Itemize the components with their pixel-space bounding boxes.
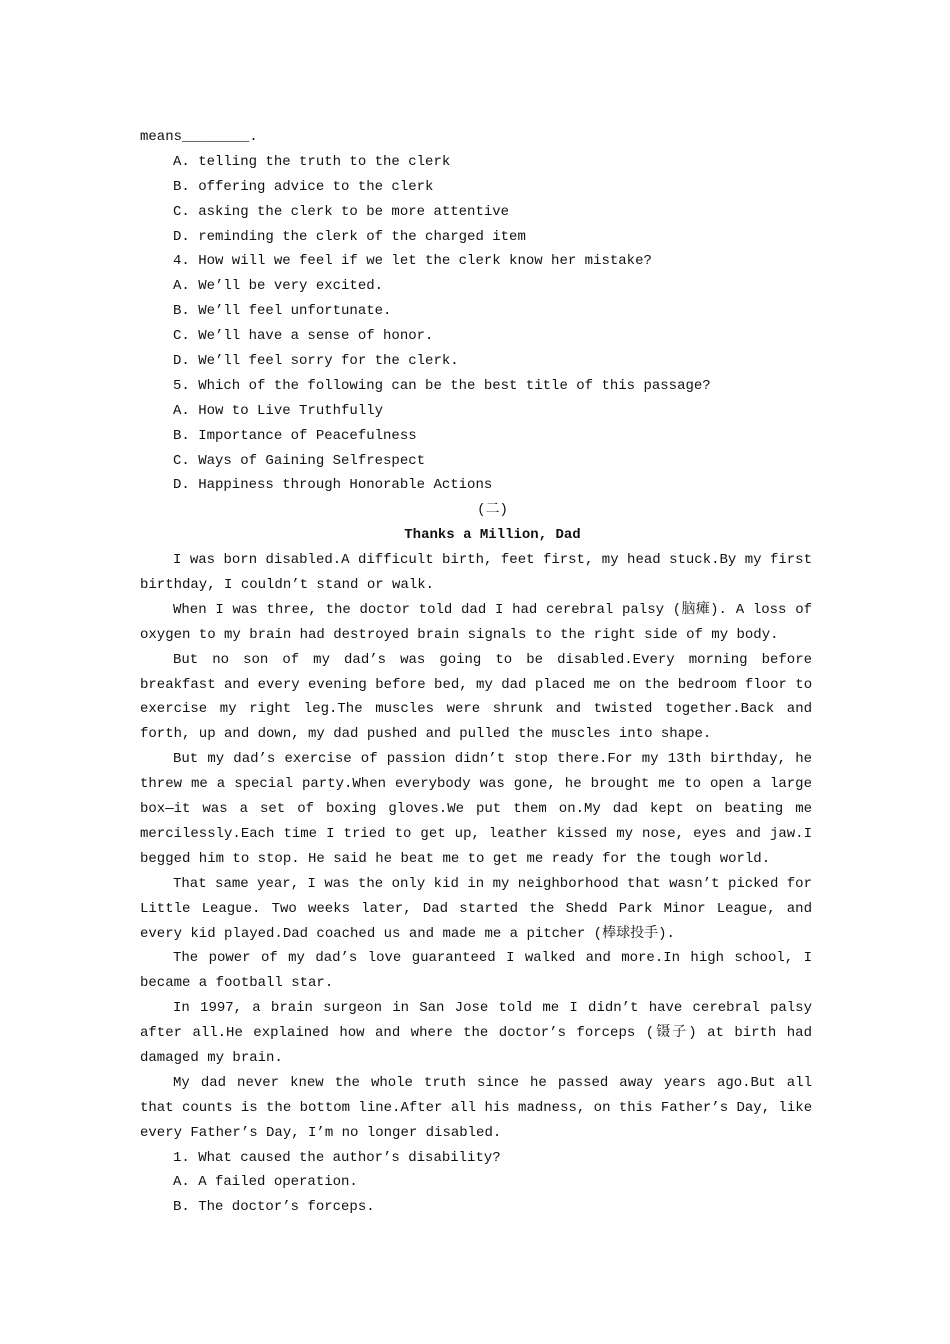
paragraph-line: damaged my brain. [140, 1049, 283, 1066]
option-b: B. offering advice to the clerk [173, 178, 434, 195]
paragraph-line: In 1997, a brain surgeon in San Jose told me I didn’t have cerebral palsy [173, 1000, 812, 1017]
passage-title: Thanks a Million, Dad [404, 527, 581, 544]
option-c: C. We’ll have a sense of honor. [173, 328, 434, 345]
option-c: C. asking the clerk to be more attentive [173, 203, 510, 220]
paragraph-5 [140, 872, 812, 947]
option-b: B. We’ll feel unfortunate. [173, 303, 392, 320]
option-a: A. How to Live Truthfully [173, 402, 384, 419]
paragraph-line: every kid played.Dad coached us and made me a pitcher (棒球投手). [140, 925, 675, 942]
option-a: A. telling the truth to the clerk [173, 153, 451, 170]
paragraph-2 [140, 598, 812, 648]
option-a: A. We’ll be very excited. [173, 278, 384, 295]
paragraph-line: every Father’s Day, I’m no longer disabled. [140, 1124, 502, 1141]
document-page [140, 125, 812, 1220]
option-d: D. Happiness through Honorable Actions [173, 477, 493, 494]
paragraph-6 [140, 946, 812, 996]
paragraph-line: That same year, I was the only kid in my neighborhood that wasn’t picked for [173, 875, 812, 892]
paragraph-3 [140, 648, 812, 748]
section-label: (二) [477, 502, 508, 519]
option-b: B. The doctor’s forceps. [173, 1199, 375, 1216]
question-4: 4. How will we feel if we let the clerk know her mistake? [173, 253, 652, 270]
option-d: D. We’ll feel sorry for the clerk. [173, 353, 459, 370]
paragraph-8 [140, 1071, 812, 1146]
paragraph-line: forth, up and down, my dad pushed and pulled the muscles into shape. [140, 726, 712, 743]
paragraph-line: I was born disabled.A difficult birth, feet first, my head stuck.By my first [173, 552, 812, 569]
question-3-options [140, 150, 812, 250]
paragraph-line: oxygen to my brain had destroyed brain signals to the right side of my body. [140, 626, 779, 643]
paragraph-line: begged him to stop. He said he beat me to get me ready for the tough world. [140, 850, 771, 867]
paragraph-line: after all.He explained how and where the doctor’s forceps (镊子) at birth had [140, 1025, 812, 1042]
paragraph-line: My dad never knew the whole truth since he passed away years ago.But all [173, 1074, 812, 1091]
question-5: 5. Which of the following can be the best title of this passage? [173, 377, 711, 394]
paragraph-line: breakfast and every evening before bed, my dad placed me on the bedroom floor to [140, 676, 813, 693]
paragraph-7 [140, 996, 812, 1071]
paragraph-line: The power of my dad’s love guaranteed I walked and more.In high school, I [173, 950, 812, 967]
paragraph-line: mercilessly.Each time I tried to get up, leather kissed my nose, eyes and jaw.I [140, 825, 812, 842]
option-c: C. Ways of Gaining Selfrespect [173, 452, 426, 469]
paragraph-line: birthday, I couldn’t stand or walk. [140, 577, 435, 594]
paragraph-4 [140, 747, 812, 871]
paragraph-line: Little League. Two weeks later, Dad started the Shedd Park Minor League, and [140, 900, 812, 917]
option-d: D. reminding the clerk of the charged item [173, 228, 526, 245]
question-1-options [140, 1170, 812, 1220]
paragraph-line: But no son of my dad’s was going to be disabled.Every morning before [173, 651, 812, 668]
paragraph-line: became a football star. [140, 975, 334, 992]
paragraph-line: that counts is the bottom line.After all his madness, on this Father’s Day, like [140, 1099, 813, 1116]
paragraph-line: But my dad’s exercise of passion didn’t stop there.For my 13th birthday, he [173, 751, 812, 768]
question-4-options [140, 274, 812, 374]
paragraph-line: threw me a special party.When everybody was gone, he brought me to open a large [140, 776, 812, 793]
paragraph-line: When I was three, the doctor told dad I had cerebral palsy (脑瘫). A loss of [173, 601, 812, 618]
option-a: A. A failed operation. [173, 1174, 358, 1191]
paragraph-line: exercise my right leg.The muscles were shrunk and twisted together.Back and [140, 701, 812, 718]
paragraph-1 [140, 548, 812, 598]
option-b: B. Importance of Peacefulness [173, 427, 417, 444]
paragraph-line: box—it was a set of boxing gloves.We put them on.My dad kept on beating me [140, 801, 812, 818]
question-5-options [140, 399, 812, 499]
question-1: 1. What caused the author’s disability? [173, 1149, 501, 1166]
question-3-stem-end: means________. [140, 129, 258, 145]
